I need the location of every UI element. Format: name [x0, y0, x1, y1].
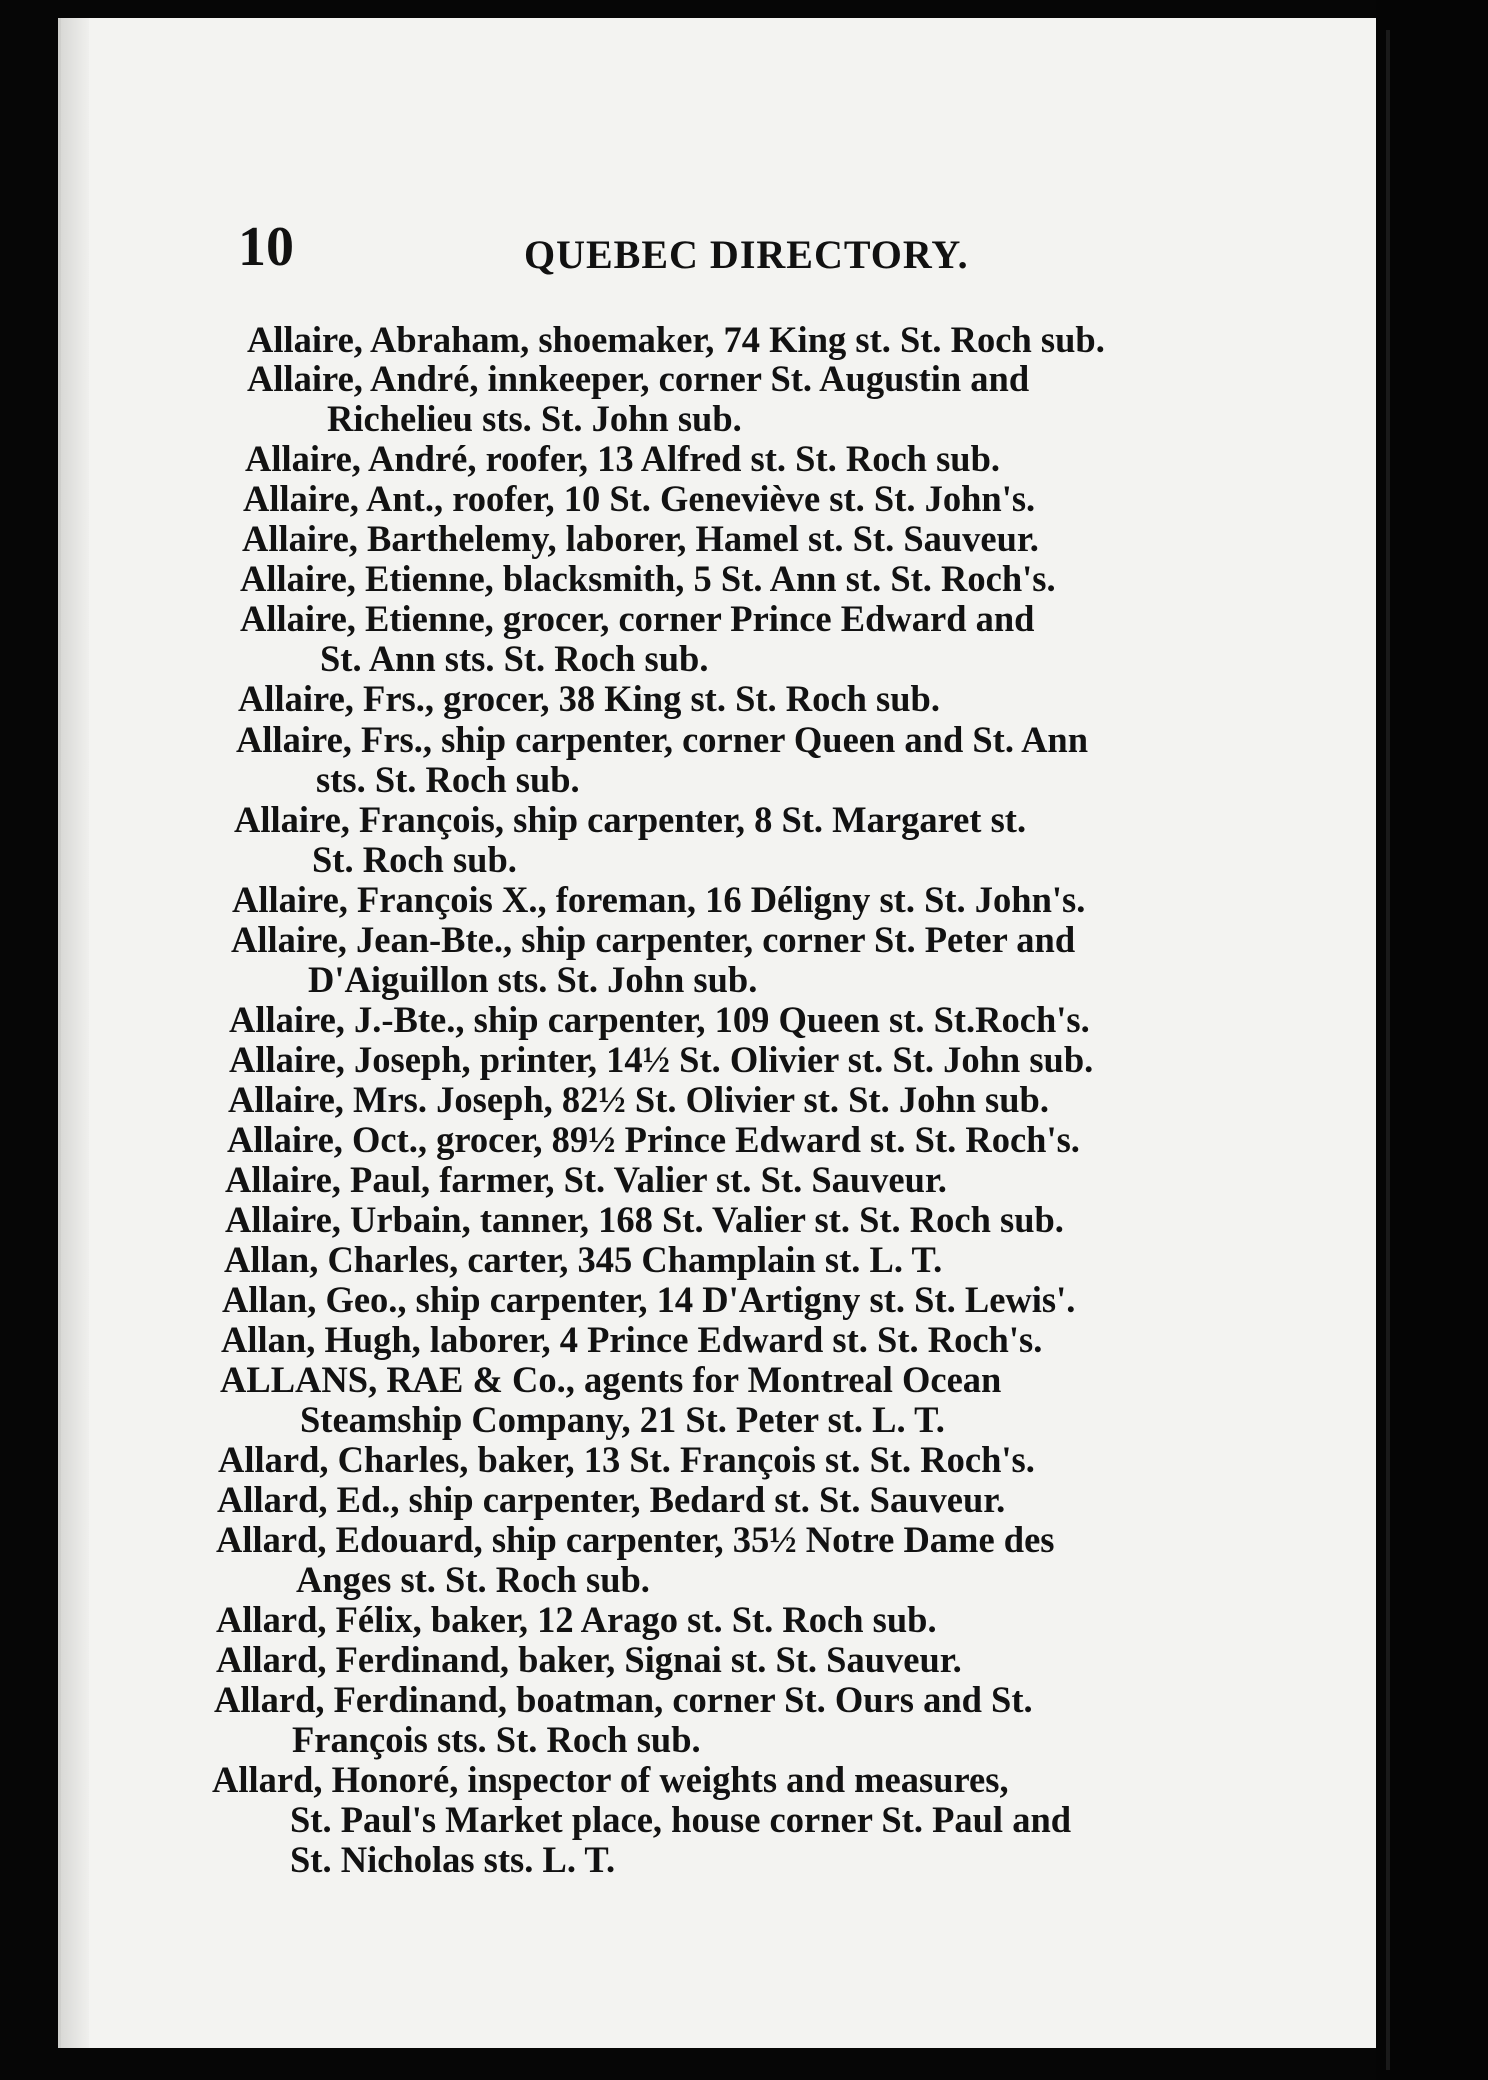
entry-line: St. Ann sts. St. Roch sub.	[320, 638, 709, 679]
entry-line: Allaire, Etienne, grocer, corner Prince Edward and	[240, 598, 1035, 639]
spine-line	[1386, 30, 1390, 2070]
entry-line: Allaire, Ant., roofer, 10 St. Geneviève st. St. John's.	[243, 478, 1036, 519]
page-header	[0, 215, 1488, 285]
entry-line: Allaire, Jean-Bte., ship carpenter, corner St. Peter and	[231, 919, 1076, 960]
entry-line: Allan, Hugh, laborer, 4 Prince Edward st. St. Roch's.	[221, 1319, 1043, 1360]
entry-line: Allard, Edouard, ship carpenter, 35½ Notre Dame des	[216, 1519, 1055, 1560]
running-title: QUEBEC DIRECTORY.	[524, 232, 969, 277]
entry-line: St. Roch sub.	[312, 839, 517, 880]
entry-line: D'Aiguillon sts. St. John sub.	[308, 959, 758, 1000]
entry-line: Allaire, Frs., ship carpenter, corner Queen and St. Ann	[236, 719, 1089, 760]
book-spine	[1376, 0, 1488, 2080]
entry-line: Anges st. St. Roch sub.	[296, 1559, 650, 1600]
entry-line: Allard, Ferdinand, baker, Signai st. St. Sauveur.	[216, 1639, 962, 1680]
entry-line: St. Paul's Market place, house corner St. Paul and	[290, 1799, 1072, 1840]
entry-line: ALLANS, RAE & Co., agents for Montreal Ocean	[220, 1359, 1002, 1400]
entry-line: François sts. St. Roch sub.	[292, 1719, 701, 1760]
entry-line: Allaire, Oct., grocer, 89½ Prince Edward st. St. Roch's.	[227, 1119, 1080, 1160]
entry-line: Allaire, Mrs. Joseph, 82½ St. Olivier st. St. John sub.	[228, 1079, 1049, 1120]
entry-line: Allard, Félix, baker, 12 Arago st. St. Roch sub.	[216, 1599, 937, 1640]
entry-line: St. Nicholas sts. L. T.	[290, 1839, 616, 1880]
entry-line: Allaire, Paul, farmer, St. Valier st. St. Sauveur.	[225, 1159, 947, 1200]
entry-line: Allaire, Urbain, tanner, 168 St. Valier st. St. Roch sub.	[225, 1199, 1064, 1240]
entry-line: Allaire, François, ship carpenter, 8 St. Margaret st.	[234, 799, 1027, 840]
entry-line: Allan, Geo., ship carpenter, 14 D'Artigny st. St. Lewis'.	[222, 1279, 1076, 1320]
entry-line: Allaire, Frs., grocer, 38 King st. St. Roch sub.	[238, 678, 940, 719]
page-number: 10	[238, 216, 294, 278]
page-edge	[61, 18, 89, 2048]
entry-line: sts. St. Roch sub.	[316, 759, 580, 800]
entry-line: Allaire, André, roofer, 13 Alfred st. St. Roch sub.	[245, 438, 1001, 479]
entry-line: Allaire, Abraham, shoemaker, 74 King st. St. Roch sub.	[247, 319, 1105, 360]
entry-line: Allaire, Joseph, printer, 14½ St. Olivier st. St. John sub.	[229, 1039, 1094, 1080]
entry-line: Allan, Charles, carter, 345 Champlain st. L. T.	[224, 1239, 943, 1280]
entry-line: Allard, Charles, baker, 13 St. François st. St. Roch's.	[218, 1439, 1035, 1480]
entry-line: Allaire, Barthelemy, laborer, Hamel st. St. Sauveur.	[242, 518, 1039, 559]
entry-line: Steamship Company, 21 St. Peter st. L. T.	[300, 1399, 945, 1440]
entry-line: Allaire, Etienne, blacksmith, 5 St. Ann st. St. Roch's.	[240, 558, 1056, 599]
entry-line: Allaire, J.-Bte., ship carpenter, 109 Queen st. St.Roch's.	[229, 999, 1090, 1040]
entry-line: Allaire, André, innkeeper, corner St. Augustin and	[247, 358, 1030, 399]
entry-line: Richelieu sts. St. John sub.	[327, 398, 742, 439]
entry-line: Allaire, François X., foreman, 16 Déligny st. St. John's.	[232, 879, 1086, 920]
entry-line: Allard, Ed., ship carpenter, Bedard st. St. Sauveur.	[217, 1479, 1006, 1520]
entry-line: Allard, Honoré, inspector of weights and measures,	[212, 1759, 1009, 1800]
entry-line: Allard, Ferdinand, boatman, corner St. Ours and St.	[214, 1679, 1033, 1720]
